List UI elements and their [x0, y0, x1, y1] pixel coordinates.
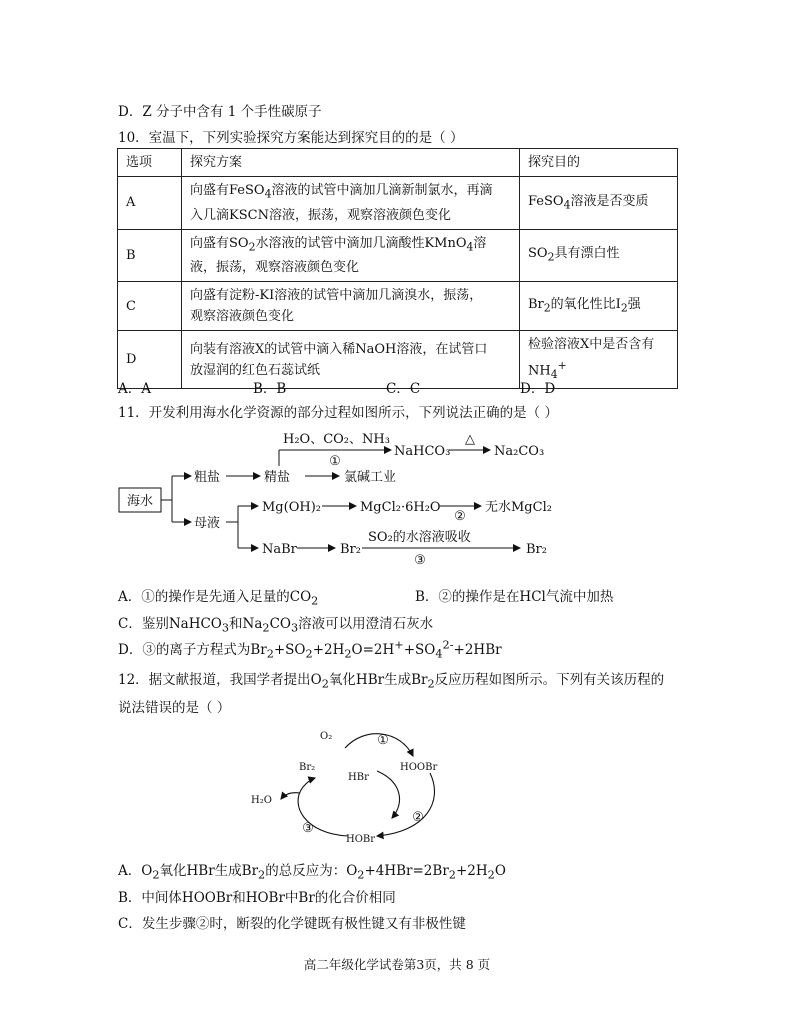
q10-options [118, 377, 678, 395]
na2co3-label: Na₂CO₃ [494, 444, 545, 459]
seawater-label: 海水 [126, 494, 154, 509]
step3-label: ③ [414, 553, 426, 568]
row-plan: 向装有溶液X的试管中滴入稀NaOH溶液，在试管口 放湿润的红色石蕊试纸 [182, 331, 520, 389]
step3-label: ③ [302, 821, 314, 836]
table-row [118, 177, 678, 230]
step1-label: ① [377, 733, 389, 748]
row-goal: FeSO$_4$溶液是否变质 [520, 177, 678, 230]
chlor-alkali-label: 氯碱工业 [344, 470, 397, 485]
hoobr-label: HOOBr [400, 762, 438, 773]
q12-stem-line2: 说法错误的是（ ） [118, 700, 231, 716]
step1-label: ① [329, 454, 341, 469]
q10-table [117, 148, 678, 389]
nahco3-label: NaHCO₃ [394, 444, 451, 459]
row-plan: 向盛有$SO_2$水溶液的试管中滴加几滴酸性KMnO$_4$溶 液，振荡，观察溶液颜色变化 [182, 229, 520, 282]
page-footer: 高二年级化学试卷第3页，共 8 页 [303, 957, 491, 972]
h2o-label: H₂O [251, 795, 272, 806]
q11-option-c[interactable]: C．鉴别NaHCO$_3$和$Na_2CO_3$溶液可以用澄清石灰水 [118, 616, 434, 635]
table-row [118, 282, 678, 331]
anhydrous-mgcl2-label: 无水MgCl₂ [485, 500, 552, 515]
q12-option-b[interactable]: B．中间体HOOBr和HOBr中Br的化合价相同 [118, 890, 396, 906]
step2-label: ② [412, 810, 424, 825]
table-header-row [118, 149, 678, 177]
mother-liquor-label: 母液 [194, 516, 221, 531]
header-option: 选项 [118, 149, 182, 177]
br2-label-a: Br₂ [340, 542, 361, 557]
q10-option-a[interactable]: A．A [118, 381, 151, 397]
heat-label: △ [465, 432, 475, 447]
mgcl2-hydrate-label: MgCl₂·6H₂O [360, 500, 441, 515]
hobr-label: HOBr [346, 834, 376, 845]
q11-option-a[interactable]: A．①的操作是先通入足量的$CO_2$ [118, 589, 319, 608]
q12-cycle-diagram [0, 715, 794, 845]
q12-stem-line1: 12．据文献报道，我国学者提出$O_2$氧化HBr生成$Br_2$反应历程如图所示。下列有关该历程的 [118, 672, 665, 691]
row-goal: $Br_2$的氧化性比$I_2$强 [520, 282, 678, 331]
br2-label-b: Br₂ [526, 542, 547, 557]
step2-label: ② [454, 509, 466, 524]
q10-stem: 10．室温下，下列实验探究方案能达到探究目的的是（ ） [118, 130, 464, 146]
br2-label: Br₂ [299, 762, 316, 773]
row-plan: 向盛有淀粉-KI溶液的试管中滴加几滴溴水，振荡， 观察溶液颜色变化 [182, 282, 520, 331]
refined-salt-label: 精盐 [264, 470, 291, 485]
q10-option-d[interactable]: D．D [520, 381, 556, 397]
row-goal: $SO_2$具有漂白性 [520, 229, 678, 282]
header-goal: 探究目的 [520, 149, 678, 177]
reagents-label: H₂O、CO₂、NH₃ [283, 432, 390, 447]
q11-stem: 11．开发利用海水化学资源的部分过程如图所示，下列说法正确的是（ ） [118, 405, 558, 421]
q11-option-b[interactable]: B．②的操作是在HCl气流中加热 [415, 589, 614, 605]
q10-option-b[interactable]: B．B [253, 381, 287, 397]
nabr-label: NaBr [262, 542, 297, 557]
crude-salt-label: 粗盐 [194, 470, 221, 485]
row-goal: 检验溶液X中是否含有 $NH_4^+$ [520, 331, 678, 389]
mgoh2-label: Mg(OH)₂ [262, 500, 321, 515]
row-option: A [118, 177, 182, 230]
o2-label: O₂ [320, 731, 333, 742]
header-plan: 探究方案 [182, 149, 520, 177]
so2-absorb-label: SO₂的水溶液吸收 [368, 530, 471, 545]
row-option: D [118, 331, 182, 389]
q12-option-c[interactable]: C．发生步骤②时，断裂的化学键既有极性键又有非极性键 [118, 916, 466, 932]
q9-option-d: D．Z 分子中含有 1 个手性碳原子 [118, 104, 322, 120]
q10-option-c[interactable]: C．C [386, 381, 421, 397]
hbr-label: HBr [348, 772, 369, 783]
row-plan: 向盛有FeSO$_4$溶液的试管中滴加几滴新制氯水，再滴 入几滴KSCN溶液，振荡，观察溶液颜色变化 [182, 177, 520, 230]
q11-option-d[interactable]: D．③的离子方程式为$Br_2+SO_2+2H_2O=2H^++SO_4^{2-}+2HBr$ [118, 638, 502, 661]
row-option: B [118, 229, 182, 282]
q12-option-a[interactable]: A．$O_2$氧化HBr生成$Br_2$的总反应为：$O_2+4HBr=2Br_2+2H_2O$ [118, 863, 506, 882]
table-row [118, 229, 678, 282]
q11-flow-diagram [0, 420, 794, 570]
row-option: C [118, 282, 182, 331]
